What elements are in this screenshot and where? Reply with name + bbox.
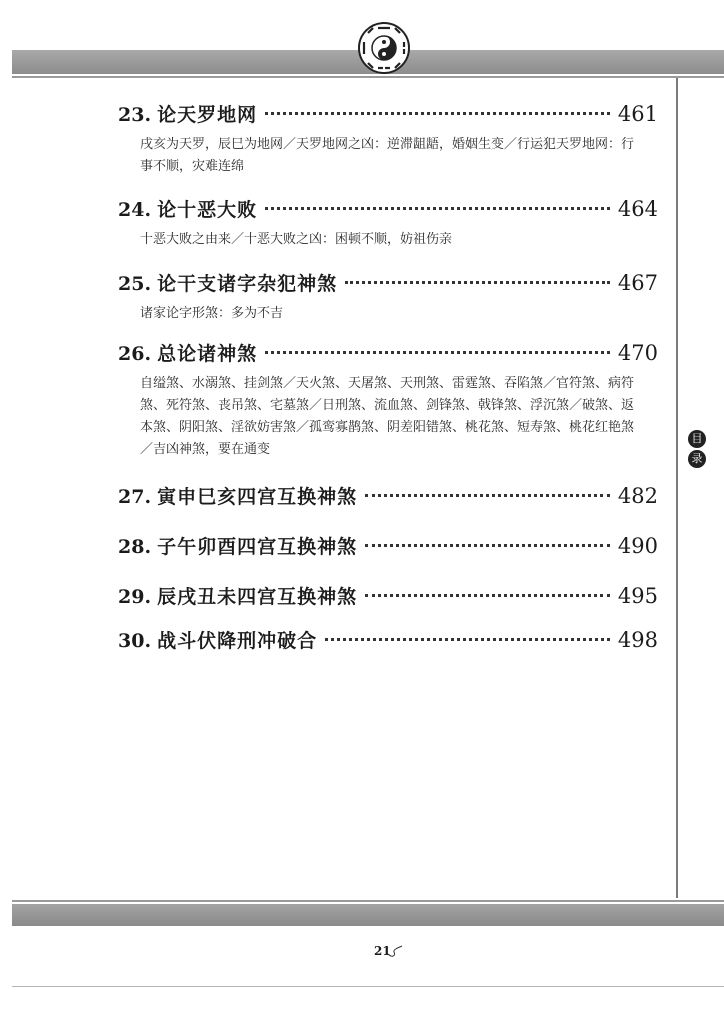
toc-entry[interactable] bbox=[118, 195, 658, 269]
toc-entry[interactable] bbox=[118, 339, 658, 482]
entry-number: 27. bbox=[118, 486, 152, 508]
dot-leader bbox=[365, 494, 610, 497]
entry-number: 25. bbox=[118, 273, 152, 295]
section-tab bbox=[686, 430, 708, 468]
dot-leader bbox=[325, 638, 610, 641]
entry-page: 498 bbox=[617, 628, 658, 652]
entry-number: 26. bbox=[118, 343, 152, 365]
entry-page: 464 bbox=[617, 197, 658, 221]
dot-leader bbox=[365, 544, 610, 547]
entry-title: 子午卯酉四宫互换神煞 bbox=[157, 536, 358, 558]
entry-number: 29. bbox=[118, 586, 152, 608]
swirl-ornament-icon bbox=[386, 944, 404, 958]
entry-description: 戌亥为天罗，辰巳为地网／天罗地网之凶：逆滞龃龉，婚姻生变／行运犯天罗地网：行事不顺，灾难连绵 bbox=[140, 137, 635, 174]
entry-description: 十恶大败之由来／十恶大败之凶：困顿不顺，妨祖伤亲 bbox=[140, 232, 453, 247]
toc-entry[interactable] bbox=[118, 626, 658, 670]
entry-title: 寅申巳亥四宫互换神煞 bbox=[157, 486, 358, 508]
entry-description: 自缢煞、水溺煞、挂剑煞／天火煞、天屠煞、天刑煞、雷霆煞、吞陷煞／官符煞、病符煞、死符煞、丧吊煞、宅墓煞／日刑煞、流血煞、剑锋煞、戟锋煞、浮沉煞／破煞、返本煞、阴阳煞、淫欲妨害煞／孤鸾寡鹊煞、阴差阳错煞、桃花煞、短寿煞、桃花红艳煞／吉凶神煞，要在通变 bbox=[140, 376, 635, 457]
dot-leader bbox=[345, 281, 610, 284]
dot-leader bbox=[265, 207, 610, 210]
entry-number: 24. bbox=[118, 199, 152, 221]
entry-description: 诸家论字形煞：多为不吉 bbox=[140, 306, 284, 321]
entry-title: 论十恶大败 bbox=[157, 199, 258, 221]
entry-page: 482 bbox=[617, 484, 658, 508]
section-tab-char: 目 bbox=[688, 430, 706, 448]
entry-title: 论天罗地网 bbox=[157, 104, 258, 126]
margin-rule bbox=[676, 78, 678, 898]
footer-band bbox=[12, 904, 724, 926]
page-number: 21 bbox=[374, 944, 391, 958]
bottom-rule bbox=[12, 986, 724, 987]
toc-entry[interactable] bbox=[118, 532, 658, 582]
entry-page: 470 bbox=[617, 341, 658, 365]
entry-number: 30. bbox=[118, 630, 152, 652]
entry-title: 总论诸神煞 bbox=[157, 343, 258, 365]
entry-page: 490 bbox=[617, 534, 658, 558]
table-of-contents bbox=[118, 100, 658, 670]
dot-leader bbox=[365, 594, 610, 597]
toc-entry[interactable] bbox=[118, 269, 658, 339]
entry-number: 28. bbox=[118, 536, 152, 558]
entry-title: 辰戌丑未四宫互换神煞 bbox=[157, 586, 358, 608]
entry-number: 23. bbox=[118, 104, 152, 126]
entry-title: 战斗伏降刑冲破合 bbox=[157, 630, 318, 652]
entry-page: 461 bbox=[617, 102, 658, 126]
entry-title: 论干支诸字杂犯神煞 bbox=[157, 273, 338, 295]
dot-leader bbox=[265, 112, 610, 115]
toc-entry[interactable] bbox=[118, 482, 658, 532]
dot-leader bbox=[265, 351, 610, 354]
toc-entry[interactable] bbox=[118, 582, 658, 626]
section-tab-char: 录 bbox=[688, 450, 706, 468]
toc-entry[interactable] bbox=[118, 100, 658, 195]
entry-page: 495 bbox=[617, 584, 658, 608]
bagua-taiji-icon bbox=[358, 22, 410, 74]
entry-page: 467 bbox=[617, 271, 658, 295]
